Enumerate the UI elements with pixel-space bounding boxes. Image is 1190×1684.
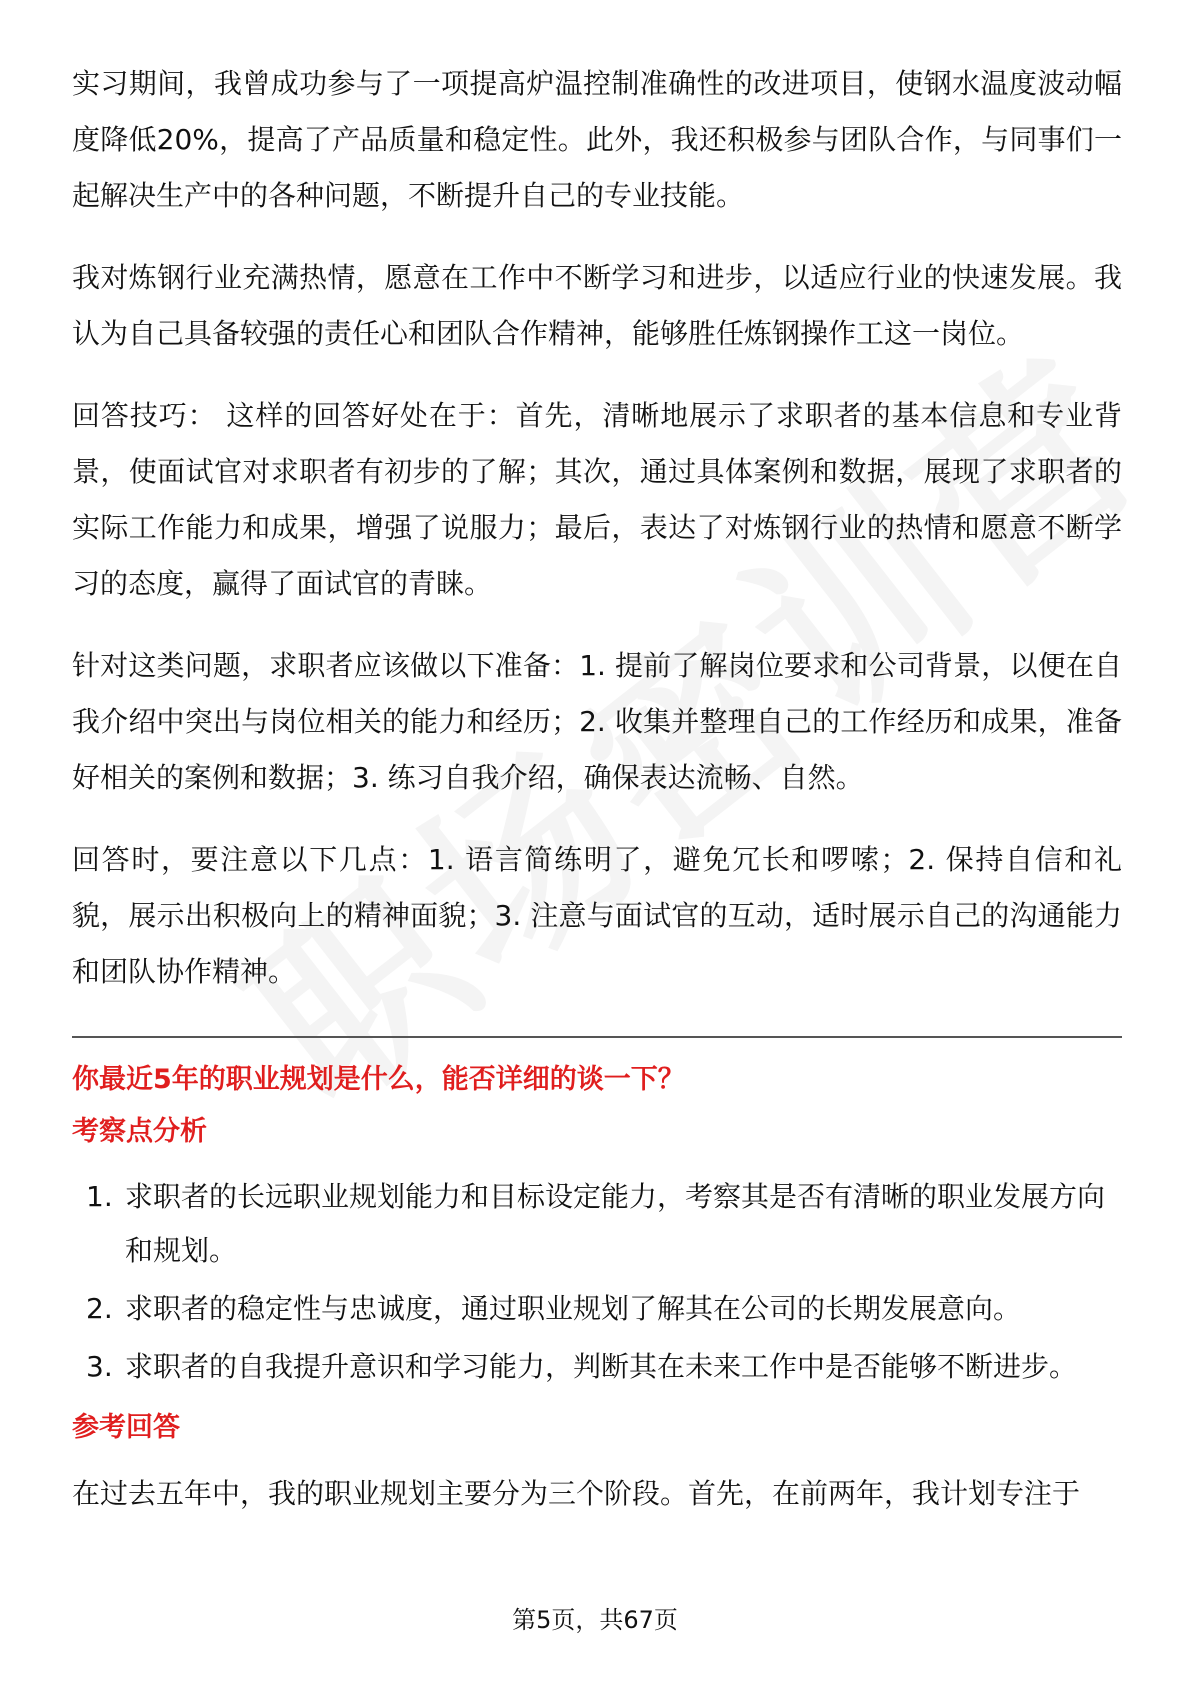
reference-heading: 参考回答 (72, 1412, 180, 1443)
list-item-text: 求职者的自我提升意识和学习能力，判断其在未来工作中是否能够不断进步。 (125, 1350, 1078, 1383)
paragraph-attention: 回答时，要注意以下几点：1. 语言简练明了，避免冗长和啰嗦；2. 保持自信和礼貌，展示出积极向上的精神面貌；3. 注意与面试官的互动，适时展示自己的沟通能力和团队协作精神。 (72, 843, 1122, 988)
paragraph-answer-tips: 回答技巧： 这样的回答好处在于：首先，清晰地展示了求职者的基本信息和专业背景，使面试官对求职者有初步的了解；其次，通过具体案例和数据，展现了求职者的实际工作能力和成果，增强了说服力；最后，表达了对炼钢行业的热情和愿意不断学习的态度，赢得了面试官的青睐。 (72, 399, 1122, 600)
page-content (72, 56, 1122, 1548)
page-footer: 第5页，共67页 (512, 1606, 678, 1634)
analysis-heading: 考察点分析 (72, 1116, 207, 1147)
paragraph-internship: 实习期间，我曾成功参与了一项提高炉温控制准确性的改进项目，使钢水温度波动幅度降低20%，提高了产品质量和稳定性。此外，我还积极参与团队合作，与同事们一起解决生产中的各种问题，不断提升自己的专业技能。 (72, 67, 1122, 212)
list-item-number: 3. (86, 1350, 113, 1383)
list-item-number: 1. (86, 1180, 113, 1213)
list-item (72, 1170, 1122, 1278)
list-item-text: 求职者的稳定性与忠诚度，通过职业规划了解其在公司的长期发展意向。 (125, 1292, 1022, 1325)
list-item (72, 1340, 1122, 1394)
list-item-number: 2. (86, 1292, 113, 1325)
reference-paragraph: 在过去五年中，我的职业规划主要分为三个阶段。首先，在前两年，我计划专注于 (72, 1477, 1081, 1510)
list-item-text: 求职者的长远职业规划能力和目标设定能力，考察其是否有清晰的职业发展方向和规划。 (125, 1180, 1106, 1267)
section-divider (72, 1036, 1122, 1038)
list-item (72, 1282, 1122, 1336)
paragraph-preparation: 针对这类问题，求职者应该做以下准备：1. 提前了解岗位要求和公司背景，以便在自我介绍中突出与岗位相关的能力和经历；2. 收集并整理自己的工作经历和成果，准备好相关的案例和数据；3. 练习自我介绍，确保表达流畅、自然。 (72, 649, 1122, 794)
analysis-list (72, 1170, 1122, 1394)
question-heading: 你最近5年的职业规划是什么，能否详细的谈一下？ (72, 1064, 685, 1095)
paragraph-passion: 我对炼钢行业充满热情，愿意在工作中不断学习和进步，以适应行业的快速发展。我认为自己具备较强的责任心和团队合作精神，能够胜任炼钢操作工这一岗位。 (72, 261, 1122, 350)
